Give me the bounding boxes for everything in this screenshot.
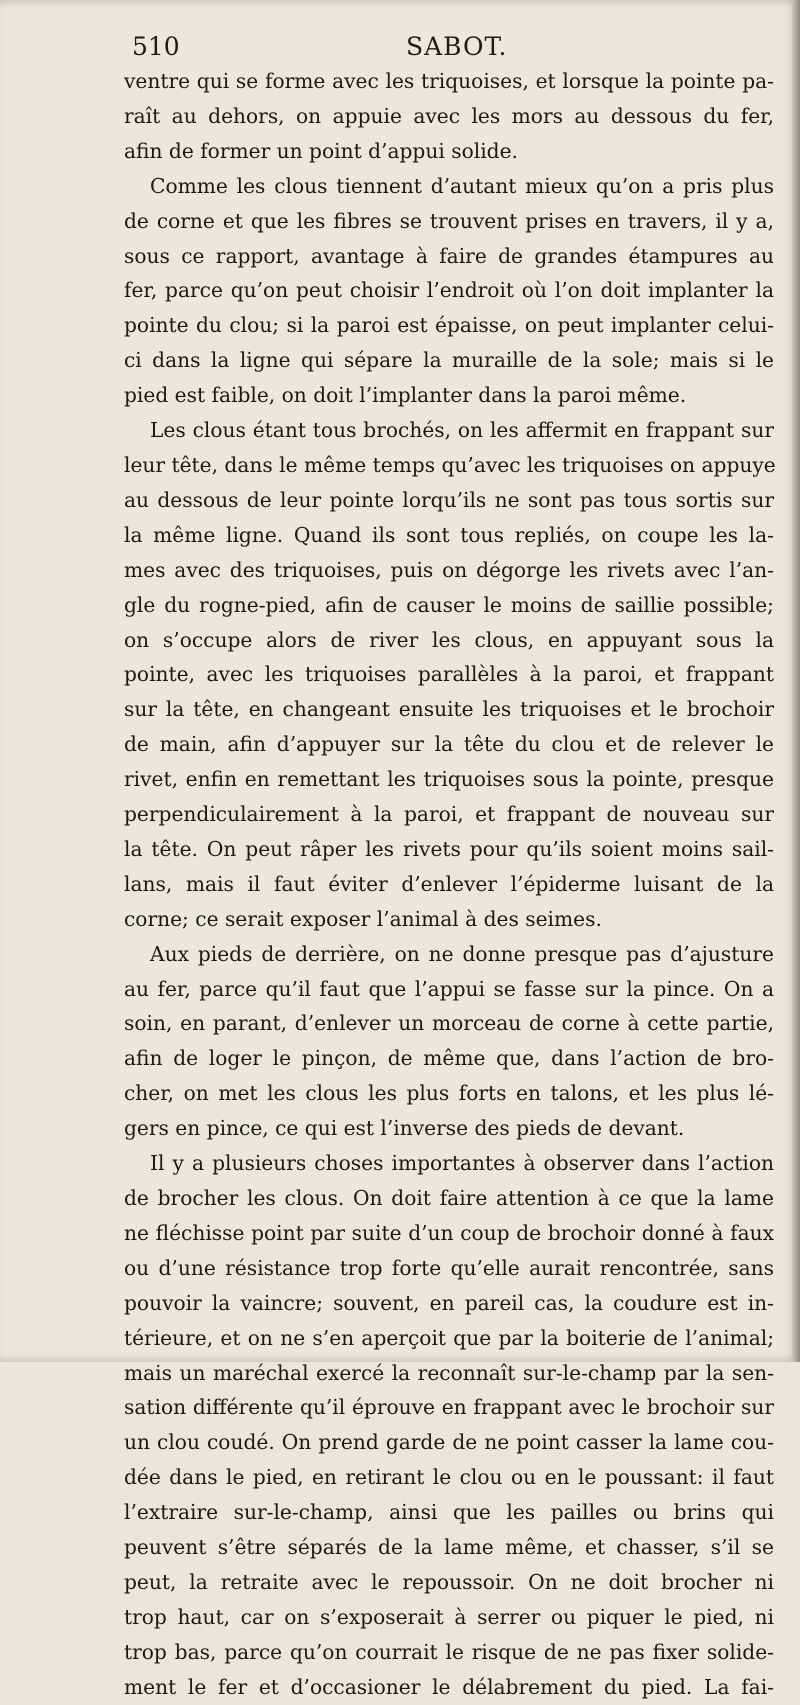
text-line: ou d’une résistance trop forte qu’elle aurait rencontrée, sans [124, 1255, 774, 1280]
text-line: raît au dehors, on appuie avec les mors au dessous du fer, [124, 103, 774, 128]
text-line: sous ce rapport, avantage à faire de grandes étampures au [124, 243, 774, 268]
text-line: pouvoir la vaincre; souvent, en pareil cas, la coudure est in- [124, 1290, 774, 1315]
text-line: cher, on met les clous les plus forts en talons, et les plus lé- [124, 1081, 774, 1106]
text-line: de brocher les clous. On doit faire attention à ce que la lame [124, 1186, 774, 1210]
text-line: gle du rogne-pied, afin de causer le moins de saillie possible; [124, 592, 774, 617]
text-line: trop bas, parce qu’on courrait le risque de ne pas fixer solide- [124, 1639, 774, 1664]
text-line: peut, la retraite avec le repoussoir. On ne doit brocher ni [124, 1569, 774, 1594]
text-line: mais un maréchal exercé la reconnaît sur-le-champ par la sen- [124, 1360, 774, 1385]
text-line: ventre qui se forme avec les triquoises, et lorsque la pointe pa- [124, 69, 774, 93]
text-line: sation différente qu’il éprouve en frappant avec le brochoir sur [124, 1395, 774, 1420]
text-line: pied est faible, on doit l’implanter dans la paroi même. [124, 383, 687, 408]
text-line: l’extraire sur-le-champ, ainsi que les pailles ou brins qui [124, 1500, 774, 1525]
text-line: au fer, parce qu’il faut que l’appui se fasse sur la pince. On a [124, 976, 774, 1001]
page-header [132, 32, 772, 66]
text-line: Aux pieds de derrière, on ne donne presque pas d’ajusture [150, 941, 774, 966]
text-line: Comme les clous tiennent d’autant mieux qu’on a pris plus [150, 173, 774, 198]
text-line: trop haut, car on s’exposerait à serrer ou piquer le pied, ni [124, 1604, 774, 1629]
text-line: ment le fer et d’occasioner le délabrement du pied. La fai- [124, 1674, 774, 1699]
body-text [124, 64, 774, 1705]
text-line: on s’occupe alors de river les clous, en appuyant sous la [124, 627, 774, 652]
text-line: perpendiculairement à la paroi, et frappant de nouveau sur [124, 802, 774, 827]
text-line: un clou coudé. On prend garde de ne point casser la lame cou- [124, 1430, 774, 1455]
text-line: ci dans la ligne qui sépare la muraille de la sole; mais si le [124, 348, 774, 373]
text-line: pointe, avec les triquoises parallèles à la paroi, et frappant [124, 662, 774, 687]
text-line: la même ligne. Quand ils sont tous repliés, on coupe les la- [124, 522, 774, 547]
text-line: Les clous étant tous brochés, on les affermit en frappant sur [150, 418, 774, 443]
text-line: lans, mais il faut éviter d’enlever l’épiderme luisant de la [124, 871, 774, 896]
text-line: Il y a plusieurs choses importantes à observer dans l’action [150, 1151, 774, 1176]
page-edge-shadow [792, 0, 800, 1362]
text-line: soin, en parant, d’enlever un morceau de corne à cette partie, [124, 1011, 774, 1036]
text-line: au dessous de leur pointe lorqu’ils ne sont pas tous sortis sur [124, 487, 774, 512]
text-line: leur tête, dans le même temps qu’avec les triquoises on appuye [124, 452, 776, 477]
text-line: sur la tête, en changeant ensuite les triquoises et le brochoir [124, 697, 774, 722]
text-line: corne; ce serait exposer l’animal à des seimes. [124, 906, 602, 931]
text-line: la tête. On peut râper les rivets pour qu’ils soient moins sail- [124, 836, 774, 861]
text-line: afin de loger le pinçon, de même que, dans l’action de bro- [124, 1046, 774, 1071]
text-line: térieure, et on ne s’en aperçoit que par la boiterie de l’animal; [124, 1325, 774, 1350]
text-line: de corne et que les fibres se trouvent prises en travers, il y a, [124, 208, 774, 233]
text-line: afin de former un point d’appui solide. [124, 138, 518, 163]
text-line: peuvent s’être séparés de la lame même, et chasser, s’il se [124, 1535, 774, 1560]
running-title: SABOT. [406, 32, 508, 61]
text-line: fer, parce qu’on peut choisir l’endroit où l’on doit implanter la [124, 278, 774, 303]
text-line: ne fléchisse point par suite d’un coup de brochoir donné à faux [124, 1220, 774, 1245]
text-line: rivet, enfin en remettant les triquoises sous la pointe, presque [124, 767, 774, 792]
text-line: mes avec des triquoises, puis on dégorge les rivets avec l’an- [124, 557, 774, 582]
text-line: dée dans le pied, en retirant le clou ou en le poussant: il faut [124, 1465, 774, 1490]
text-line: gers en pince, ce qui est l’inverse des pieds de devant. [124, 1116, 685, 1141]
page-number: 510 [132, 32, 180, 61]
text-line: pointe du clou; si la paroi est épaisse, on peut implanter celui- [124, 313, 774, 338]
text-line: de main, afin d’appuyer sur la tête du clou et de relever le [124, 732, 774, 757]
